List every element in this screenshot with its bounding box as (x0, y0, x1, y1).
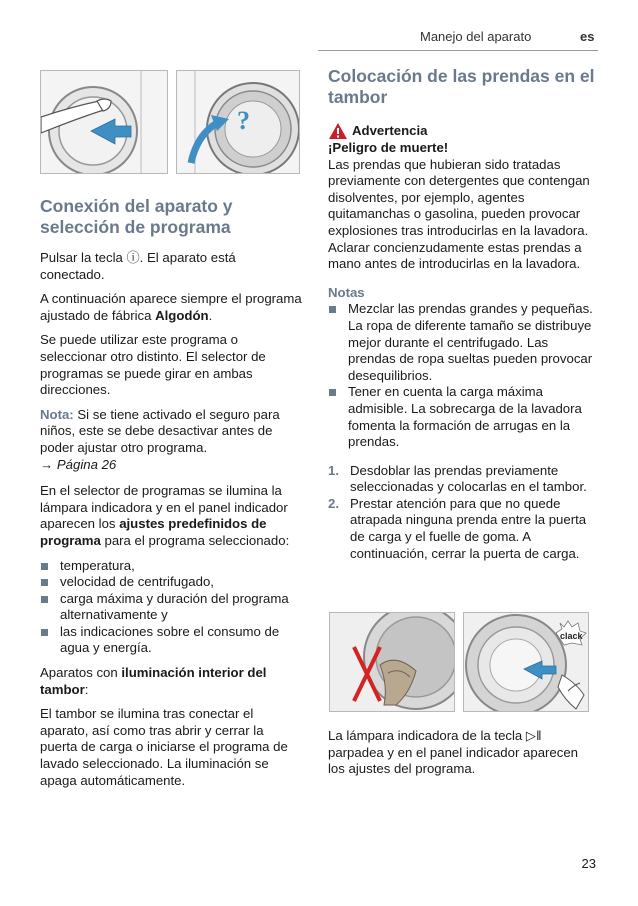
list-item-text: las indicaciones sobre el consumo de agua y energía. (60, 623, 280, 656)
text: A continuación aparece siempre el programa ajustado de fábrica (40, 291, 302, 323)
bold-predefined-settings: ajustes predefinidos de programa (40, 516, 267, 548)
list-item (40, 558, 302, 575)
list-item (328, 301, 596, 384)
settings-list (40, 558, 302, 658)
square-bullet-icon (41, 629, 48, 636)
note-child-lock (40, 407, 302, 473)
list-item (40, 591, 302, 624)
list-item (328, 384, 596, 450)
illustration-door-closing (464, 613, 589, 712)
warning-paragraph-1: Las prendas que hubieran sido tratadas previamente con detergentes que contengan disolventes, por ejemplo, agentes quitamanchas o gasolina, pueden provocar explosiones tras introducirlas en la lavadora. (328, 156, 590, 238)
warning-heading (328, 122, 596, 140)
list-item (40, 574, 302, 591)
text: . (208, 307, 213, 323)
text: En el selector de programas se ilumina la lámpara indicadora y en el panel indicador aparecen los (40, 483, 288, 532)
notes-label: Notas (328, 284, 365, 300)
square-bullet-icon (41, 563, 48, 570)
square-bullet-icon (329, 389, 336, 396)
list-item-text: temperatura, (60, 557, 135, 573)
right-column (328, 66, 596, 572)
square-bullet-icon (329, 306, 336, 313)
list-item-text: Tener en cuenta la carga máxima admisible. La sobrecarga de la lavadora fomenta la formación de arrugas en la prendas. (348, 384, 582, 450)
header-rule (318, 50, 598, 51)
step-text: Desdoblar las prendas previamente seleccionadas y colocarlas en el tambor. (350, 462, 587, 495)
figure-close-door (176, 70, 300, 174)
list-item-text: Mezclar las prendas grandes y pequeñas. La ropa de diferente tamaño se distribuye mejor durante el centrifugado. Las prendas de ropa sueltas pueden provocar desequilibrios. (348, 301, 593, 383)
bold-drum-lighting: iluminación interior del tambor (40, 665, 267, 697)
steps-list (328, 463, 596, 563)
page-reference-link[interactable]: Página 26 (56, 456, 117, 472)
list-item (40, 624, 302, 657)
paragraph-drum-light-models (40, 665, 302, 698)
square-bullet-icon (41, 579, 48, 586)
step-text: Prestar atención para que no quede atrapada ninguna prenda entre la puerta de carga y el fuelle de goma. A continuación, cerrar la puerta de carga. (350, 495, 587, 561)
paragraph-drum-light: El tambor se ilumina tras conectar el aparato, así como tras abrir y cerrar la puerta de carga o iniciarse el programa de lavado seleccionado. La iluminación se apaga automáticamente. (40, 706, 288, 788)
figure-open-door (40, 70, 168, 174)
step-number: 1. (328, 462, 339, 478)
illustration-close-door (177, 71, 300, 174)
notes-list (328, 301, 596, 450)
paragraph-power-on: Pulsar la tecla ⓘ. El aparato está conectado. (40, 250, 236, 282)
section-heading-loading: Colocación de las prendas en el tambor (328, 66, 595, 107)
square-bullet-icon (41, 596, 48, 603)
left-column (40, 196, 302, 797)
step-item (328, 463, 596, 496)
warning-title: Advertencia (352, 122, 428, 138)
text: para el programa seleccionado: (100, 532, 290, 548)
figure-close-door-clack (463, 612, 589, 712)
text: : (84, 681, 89, 697)
list-item-text: carga máxima y duración del programa alternativamente y (60, 590, 289, 623)
paragraph-program-settings (40, 483, 302, 549)
step-number: 2. (328, 495, 339, 511)
program-name-algodon: Algodón (155, 307, 209, 323)
illustration-trapped-clothes (330, 613, 455, 712)
danger-text: ¡Peligro de muerte! (328, 140, 449, 155)
paragraph-select-program: Se puede utilizar este programa o seleccionar otro distinto. El selector de programas se puede girar en ambas direcciones. (40, 332, 266, 398)
final-paragraph: La lámpara indicadora de la tecla ▷‖ parpadea y en el panel indicador aparecen los ajustes del programa. (328, 728, 579, 777)
warning-paragraph-2: Aclarar concienzudamente estas prendas a mano antes de introducirlas en la lavadora. (328, 239, 582, 272)
section-heading-connection: Conexión del aparato y selección de programa (40, 196, 233, 237)
note-label: Nota: (40, 406, 74, 422)
text: Aparatos con (40, 665, 122, 681)
list-item-text: velocidad de centrifugado, (60, 574, 214, 590)
svg-text:?: ? (237, 106, 250, 135)
illustration-open-door (41, 71, 168, 174)
warning-triangle-icon (328, 122, 348, 140)
figure-wrong-loading (329, 612, 455, 712)
paragraph-default-program (40, 291, 302, 324)
page-number: 23 (581, 856, 596, 871)
running-header-language: es (580, 29, 595, 44)
clack-sound-label: clack (560, 631, 583, 641)
note-text: Si se tiene activado el seguro para niños, este se debe desactivar antes de poder ajustar otro programa. (40, 406, 280, 455)
step-item (328, 496, 596, 562)
arrow-right-icon: → (40, 456, 54, 472)
running-header-section: Manejo del aparato (420, 29, 532, 44)
